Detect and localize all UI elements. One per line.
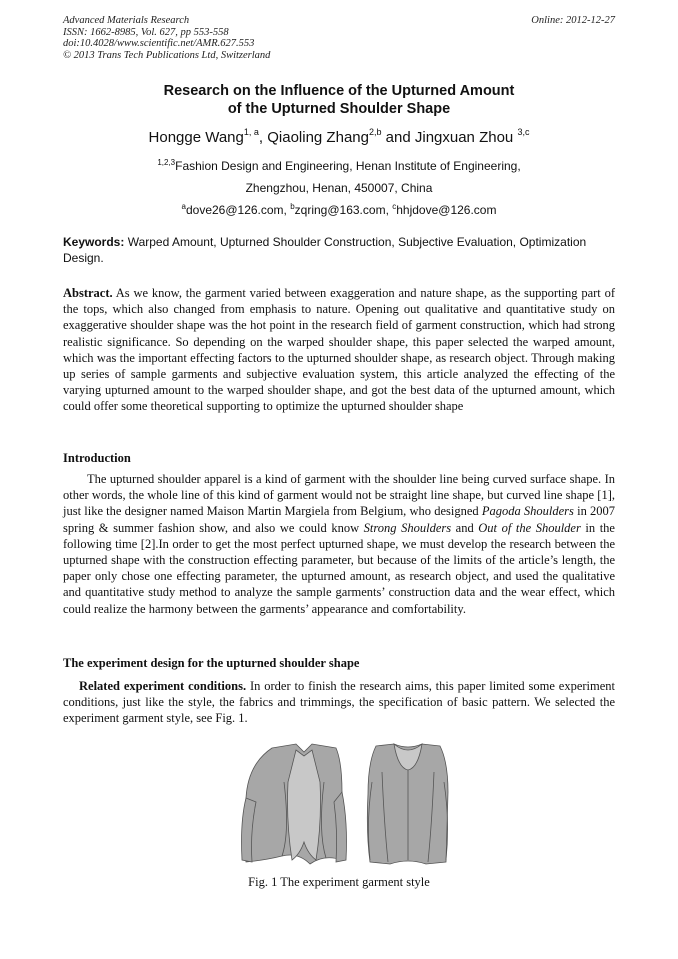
intro-text: The upturned shoulder apparel is a kind of garment with the shoulder line being curved surface shape. In other words, the whole line of this kind of garment would not be straight line shape, but curved line shape [1], just like the designer named Maison Martin Margiela from Belgium, who designed xyxy=(63,472,615,519)
author-name: Jingxuan Zhou xyxy=(414,129,518,146)
keywords-text: Warped Amount, Upturned Shoulder Construction, Subjective Evaluation, Optimization Design. xyxy=(63,235,587,265)
author-list xyxy=(40,128,638,148)
title-line-1: Research on the Influence of the Upturned Amount xyxy=(163,83,515,99)
introduction-heading: Introduction xyxy=(63,451,131,465)
author-sep: , xyxy=(258,129,268,146)
author-sup: 2,b xyxy=(368,127,382,137)
author-sup: 3,c xyxy=(517,127,530,137)
intro-text: in the following time [2].In order to get the most perfect upturned shape, we must develop the research between the upturned shape with the construction effecting parameter, but because of the limits of the article’s length, the paper only chose one effecting parameter, the upturned amount, as research object, and used the qualitative and quantitative study method to analyze the sample garments’ construction data and the wear effect, which could realize the harmony between the garments’ appearance and comfortability. xyxy=(63,520,615,616)
affiliation-line-2: Zhengzhou, Henan, 450007, China xyxy=(245,181,433,195)
paper-title xyxy=(40,82,638,118)
experiment-text: In order to finish the research aims, this paper limited some experiment conditions, just like the style, the fabrics and trimmings, the specification of basic pattern. We selected the experiment garment style, see Fig. 1. xyxy=(63,679,616,726)
copyright-line: © 2013 Trans Tech Publications Ltd, Switzerland xyxy=(63,49,271,61)
abstract-text: As we know, the garment varied between exaggeration and nature shape, as the supporting part of the tops, which also changed from emphasis to nature. Opening out qualitative and quantitative study on exaggerative shoulder shape was the hot point in the research field of garment construction, which had strong realistic significance. So depending on the warped shoulder shape, this paper selected the warped amount, which was the important effecting factors to the upturned shoulder shape, as research object. Through making up series of sample garments and subjective evaluation system, this article analyzed the effecting of the varying upturned amount to the warped shoulder shape, and got the best data of the upturned amount, which could offer some theoretical supporting to optimize the upturned shoulder shape xyxy=(63,286,615,414)
author-sep: and xyxy=(381,129,415,146)
intro-emphasis: Strong Shoulders xyxy=(363,520,452,535)
journal-header xyxy=(63,15,615,61)
abstract-paragraph xyxy=(63,285,615,415)
author-sup: 1, a xyxy=(243,127,259,137)
intro-text: and xyxy=(451,520,479,535)
author-name: Qiaoling Zhang xyxy=(267,129,369,146)
email-sup: b xyxy=(290,202,295,211)
affiliation-line-1 xyxy=(40,155,638,177)
figure-caption: Fig. 1 The experiment garment style xyxy=(248,875,430,889)
introduction-paragraph xyxy=(63,471,615,617)
keywords-label: Keywords: xyxy=(63,235,125,249)
affiliation-sup: 1,2,3 xyxy=(157,158,176,167)
affiliation-text: Fashion Design and Engineering, Henan Institute of Engineering, xyxy=(175,159,521,173)
email-address: hhjdove@126.com xyxy=(396,203,497,217)
front-jacket-illustration xyxy=(242,744,347,864)
issn-line: ISSN: 1662-8985, Vol. 627, pp 553-558 xyxy=(63,26,229,38)
doi-line: doi:10.4028/www.scientific.net/AMR.627.553 xyxy=(63,38,255,49)
experiment-heading: The experiment design for the upturned shoulder shape xyxy=(63,656,360,670)
abstract-label: Abstract. xyxy=(63,286,113,300)
intro-emphasis: Pagoda Shoulders xyxy=(481,504,574,519)
email-address: dove26@126.com, xyxy=(185,203,291,217)
author-name: Hongge Wang xyxy=(148,129,244,146)
intro-text: in 2007 spring & summer fashion show, and also we could know xyxy=(63,504,616,535)
garment-figure xyxy=(238,742,452,868)
email-line xyxy=(40,199,638,221)
experiment-label: Related experiment conditions. xyxy=(79,679,247,693)
keywords-paragraph xyxy=(63,234,615,266)
journal-name: Advanced Materials Research xyxy=(63,15,190,26)
intro-emphasis: Out of the Shoulder xyxy=(478,520,581,535)
email-sup: c xyxy=(392,202,397,211)
experiment-paragraph xyxy=(63,678,615,727)
back-jacket-illustration xyxy=(367,744,448,864)
title-line-2: of the Upturned Shoulder Shape xyxy=(227,101,451,117)
email-address: zqring@163.com, xyxy=(294,203,393,217)
affiliation-block xyxy=(40,155,638,221)
email-sup: a xyxy=(181,202,186,211)
online-date: Online: 2012-12-27 xyxy=(531,15,615,26)
